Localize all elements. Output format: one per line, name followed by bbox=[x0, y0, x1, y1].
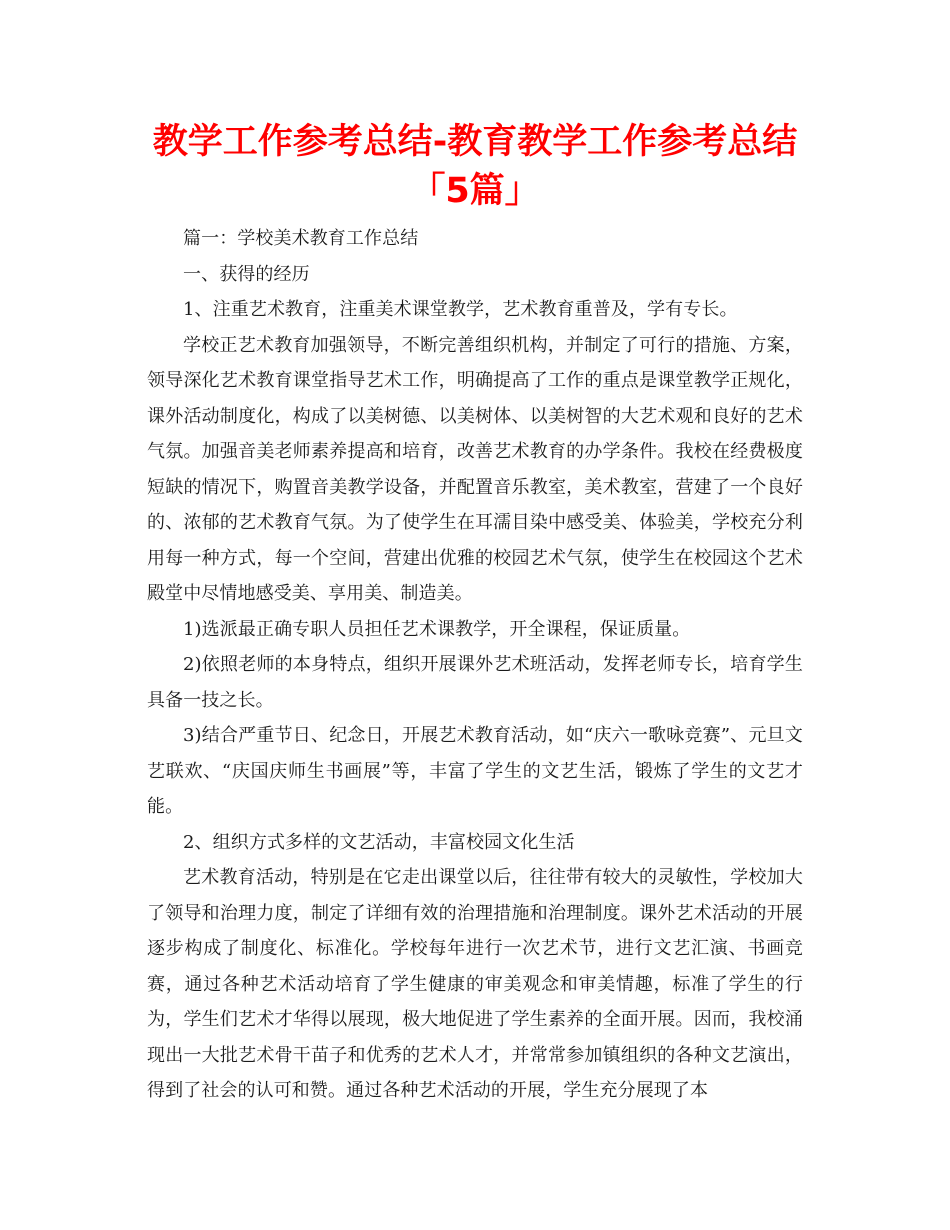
paragraph-subheading: 一、获得的经历 bbox=[183, 263, 310, 285]
paragraph-body-1: 学校正艺术教育加强领导，不断完善组织机构，并制定了可行的措施、方案，领导深化艺术教育课堂指导艺术工作，明确提高了工作的重点是课堂教学正规化，课外活动制度化，构成了以美树德、以美树体、以美树智的大艺术观和良好的艺术气氛。加强音美老师素养提高和培育，改善艺术教育的办学条件。我校在经费极度短缺的情况下，购置音美教学设备，并配置音乐教室，美术教室，营建了一个良好的、浓郁的艺术教育气氛。为了使学生在耳濡目染中感受美、体验美，学校充分利用每一种方式，每一个空间，营建出优雅的校园艺术气氛，使学生在校园这个艺术殿堂中尽情地感受美、享用美、制造美。 bbox=[147, 334, 803, 604]
paragraph-section-heading: 篇一：学校美术教育工作总结 bbox=[183, 228, 419, 249]
paragraph-body-2: 艺术教育活动，特别是在它走出课堂以后，往往带有较大的灵敏性，学校加大了领导和治理力度，制定了详细有效的治理措施和治理制度。课外艺术活动的开展逐步构成了制度化、标准化。学校每年进行一次艺术节，进行文艺汇演、书画竞赛，通过各种艺术活动培育了学生健康的审美观念和审美情趣，标准了学生的行为，学生们艺术才华得以展现，极大地促进了学生素养的全面开展。因而，我校涌现出一大批艺术骨干苗子和优秀的艺术人才，并常常参加镇组织的各种文艺演出，得到了社会的认可和赞。通过各种艺术活动的开展，学生充分展现了本 bbox=[147, 867, 803, 1101]
paragraph-item-2: 2)依照老师的本身特点，组织开展课外艺术班活动，发挥老师专长，培育学生具备一技之长。 bbox=[147, 654, 803, 711]
document-title: 教学工作参考总结-教育教学工作参考总结「5篇」 bbox=[152, 122, 798, 211]
paragraph-item-3: 3)结合严重节日、纪念日，开展艺术教育活动，如“庆六一歌咏竞赛”、元旦文艺联欢、“庆国庆师生书画展”等，丰富了学生的文艺生活，锻炼了学生的文艺才能。 bbox=[147, 725, 803, 817]
paragraph-item-1: 1)选派最正确专职人员担任艺术课教学，开全课程，保证质量。 bbox=[183, 618, 691, 640]
paragraph-point-1: 1、注重艺术教育，注重美术课堂教学，艺术教育重普及，学有专长。 bbox=[183, 299, 738, 320]
paragraph-point-2: 2、组织方式多样的文艺活动，丰富校园文化生活 bbox=[183, 831, 575, 853]
